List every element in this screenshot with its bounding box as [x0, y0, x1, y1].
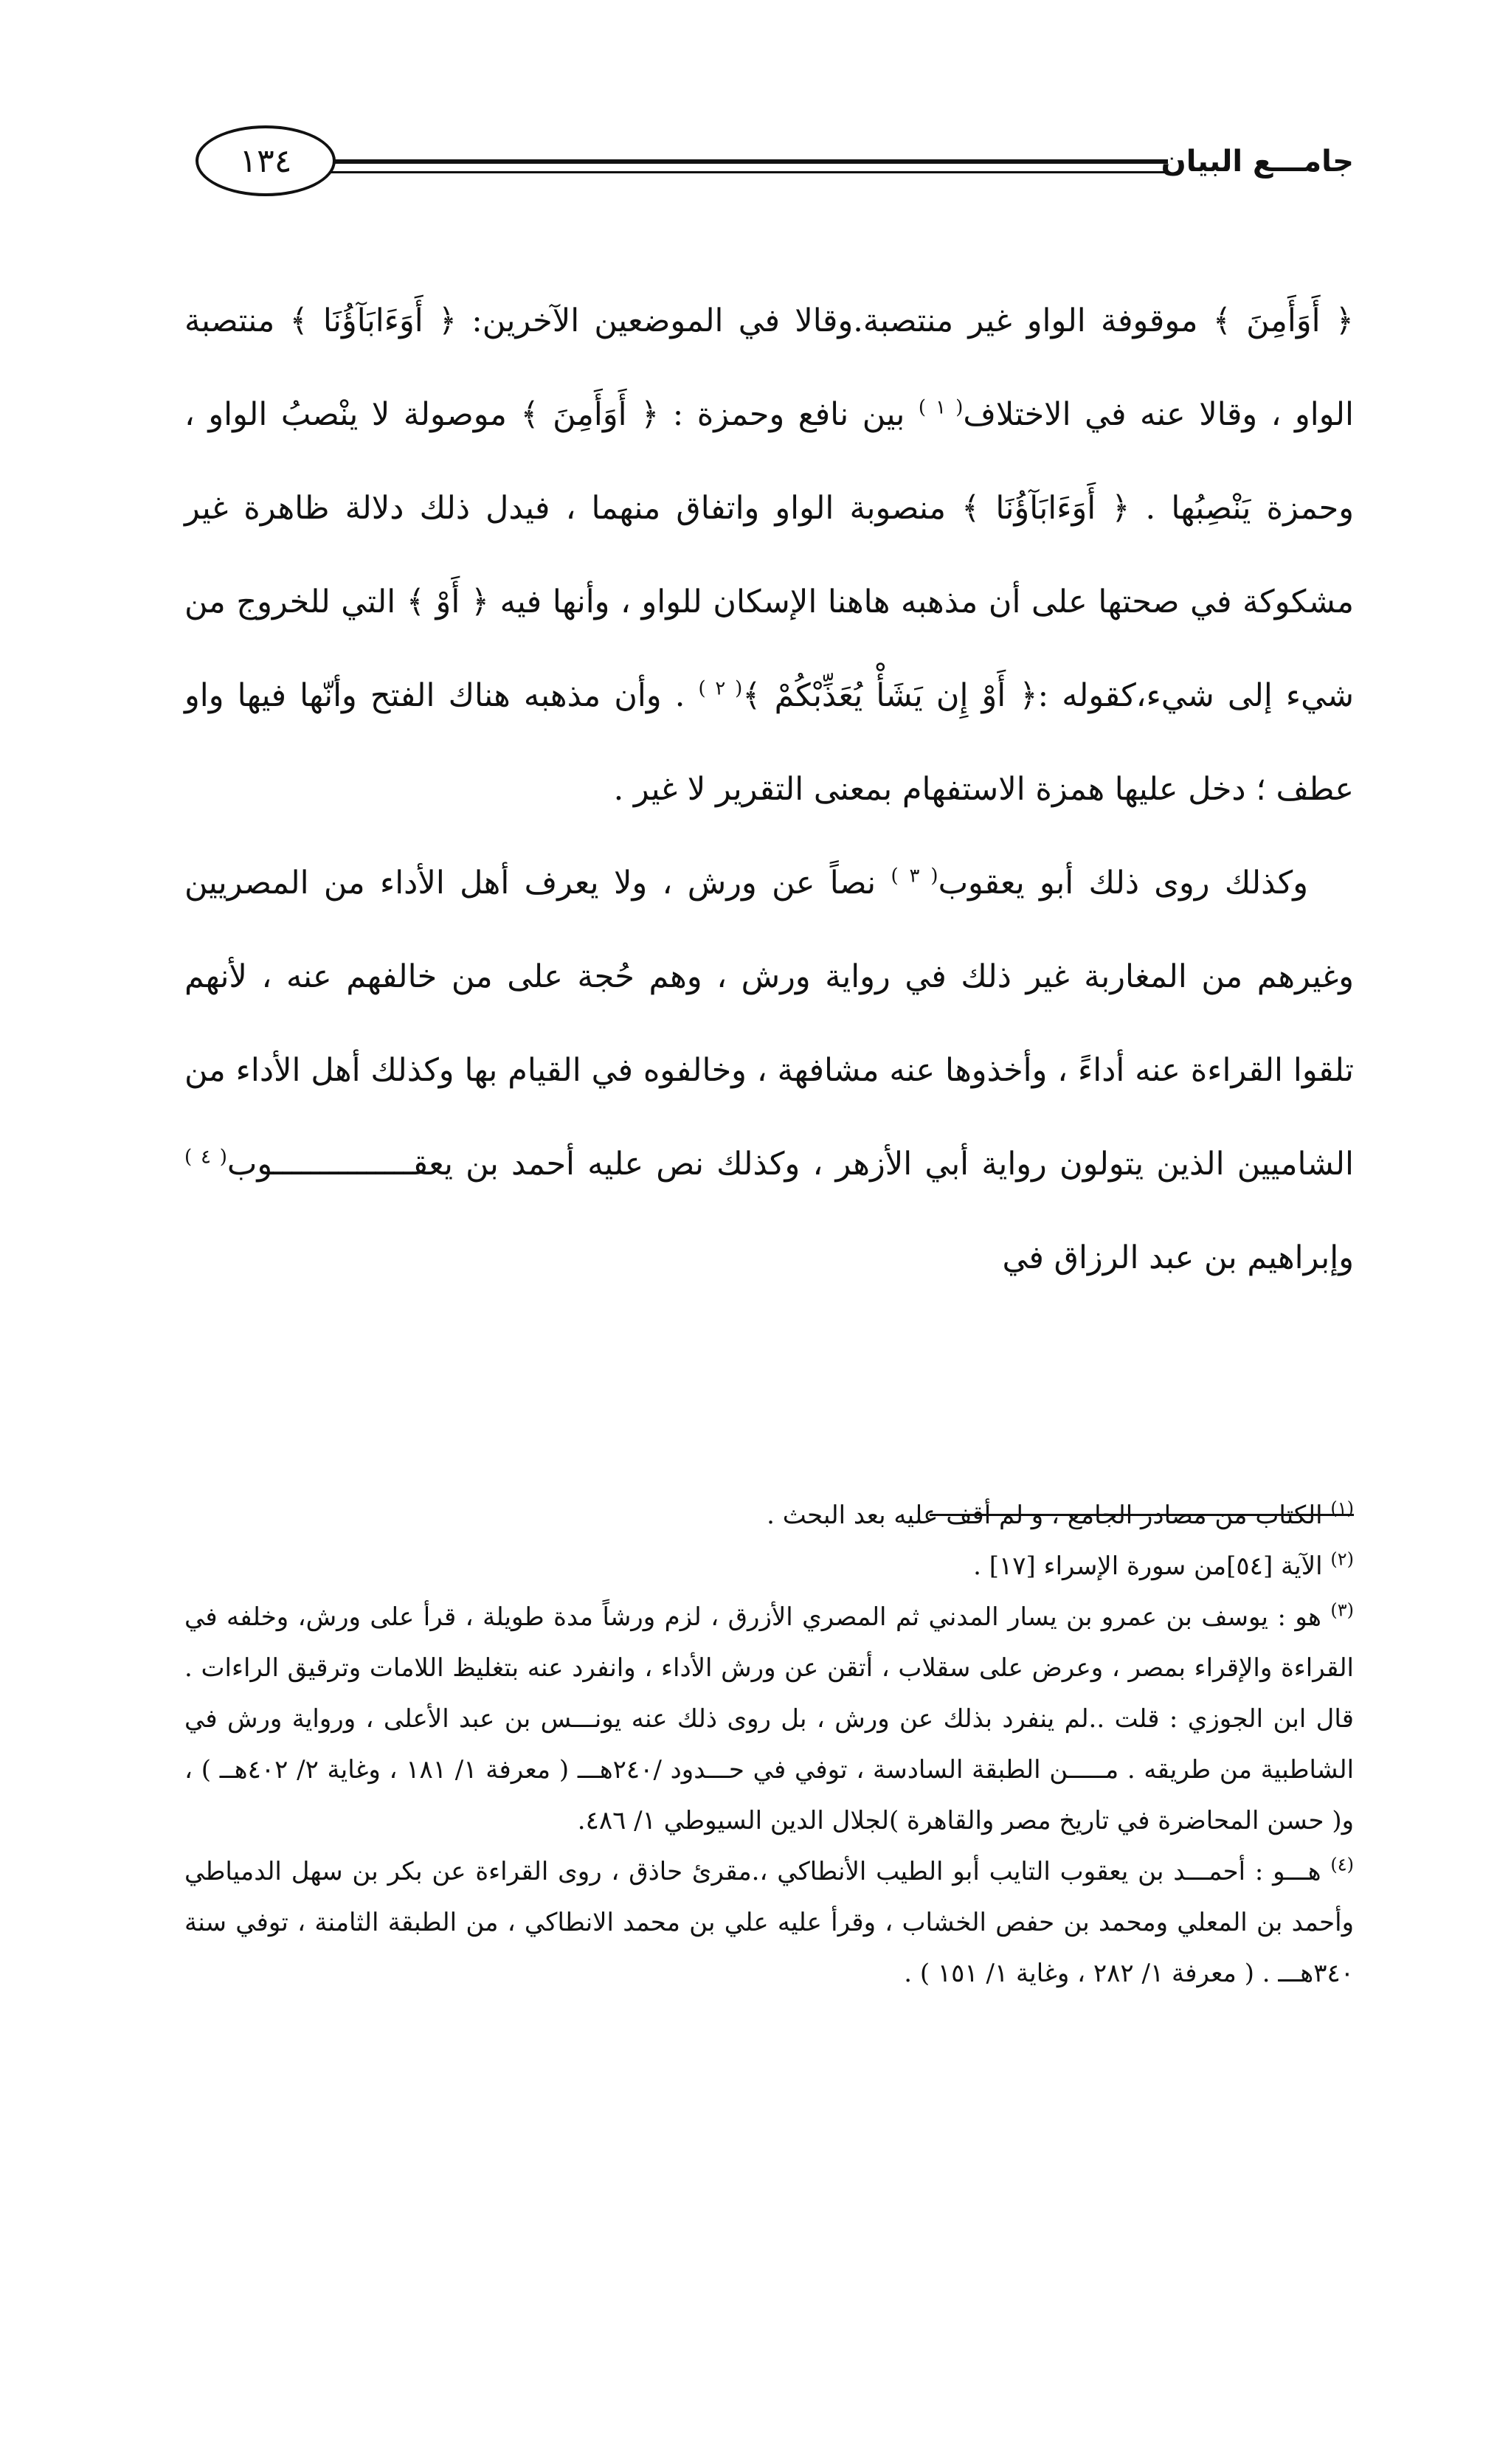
footnote-1 — [184, 1490, 1354, 1541]
footnote-number: (٤) — [1330, 1854, 1354, 1875]
quran-quote: ﴿ أَوْ ﴾ — [406, 584, 490, 620]
quran-quote: ﴿ أَوَأَمِنَ ﴾ — [1212, 302, 1354, 339]
book-title: جامـــع البيان — [1161, 145, 1354, 179]
body-text: منصوبة الواو واتفاق منهما ، فيدل ذلك دلالة ظاهرة غير مشكوكة في صحتها على أن مذهبه هاهنا الإسكان للواو ، وأنها فيه — [184, 490, 1354, 620]
page-header — [151, 124, 1354, 205]
body-text: موقوفة الواو غير منتصبة.وقالا في الموضعين الآخرين: — [457, 302, 1213, 339]
body-text: . وأن مذهبه هناك الفتح وأنّها فيها واو عطف ؛ دخل عليها همزة الاستفهام بمعنى التقرير لا غير . — [184, 677, 1354, 808]
header-double-rule — [262, 159, 1168, 173]
quran-quote: ﴿ أَوَءَابَآؤُنَا ﴾ — [961, 490, 1130, 527]
footnote-text: الكتاب من مصادر الجامع ، و لم أقف عليه بعد البحث . — [767, 1501, 1331, 1530]
body-text: بين نافع وحمزة : — [659, 396, 919, 433]
body-text: وإبراهيم بن عبد الرزاق في — [1002, 1239, 1354, 1276]
footnote-text: هـــو : أحمـــد بن يعقوب التايب أبو الطيب الأنطاكي ،.مقرئ حاذق ، روى القراءة عن بكر بن سهل الدمياطي وأحمد بن المعلي ومحمد بن حفص الخشاب ، وقرأ عليه علي بن محمد الانطاكي ، من الطبقة الثامنة ، توفي سنة ٣٤٠هـــ . ( معرفة ١/ ٢٨٢ ، وغاية ١/ ١٥١ ) . — [184, 1857, 1354, 1988]
body-text: نصاً عن ورش ، ولا يعرف أهل الأداء من المصريين وغيرهم من المغاربة غير ذلك في رواية ورش ، وهم حُجة على من خالفهم عنه ، لأنهم تلقوا القراءة عنه أداءً ، وأخذوها عنه مشافهة ، وخالفوه في القيام بها وكذلك أهل الأداء من الشاميين الذين يتولون رواية أبي الأزهر ، وكذلك نص عليه أحمد بن يعقـــــــــــــــوب — [184, 865, 1354, 1183]
footnote-number: (٢) — [1330, 1548, 1354, 1570]
footnote-number: (١) — [1330, 1498, 1354, 1519]
footnote-ref-4: ( ٤ ) — [184, 1146, 227, 1169]
footnote-4 — [184, 1847, 1354, 1999]
body-text: وكذلك روى ذلك أبو يعقوب — [938, 865, 1308, 901]
footnote-2 — [184, 1541, 1354, 1592]
footnote-3 — [184, 1592, 1354, 1847]
footnote-ref-1: ( ١ ) — [918, 396, 964, 419]
footnote-text: الآية [٥٤]من سورة الإسراء [١٧] . — [973, 1551, 1331, 1581]
footnote-ref-3: ( ٣ ) — [891, 865, 938, 887]
quran-quote: ﴿ أَوَأَمِنَ ﴾ — [520, 396, 660, 433]
footnote-ref-2: ( ٢ ) — [698, 677, 743, 700]
quran-quote: ﴿ أَوَءَابَآؤُنَا ﴾ — [289, 302, 457, 339]
body-text: موصولة لا ينْصبُ الواو ، وحمزة يَنْصِبُها . — [184, 396, 1355, 527]
main-text — [184, 274, 1354, 1305]
footnotes — [184, 1490, 1354, 1999]
paragraph-1 — [184, 274, 1354, 837]
body-text: منتصبة الواو ، وقالا عنه في الاختلاف — [184, 302, 1354, 433]
quran-quote: ﴿ أَوْ إِن يَشَأْ يُعَذِّبْكُمْ ﴾ — [742, 677, 1038, 714]
footnote-text: هو : يوسف بن عمرو بن يسار المدني ثم المصري الأزرق ، لزم ورشاً مدة طويلة ، قرأ على ورش، وخلفه في القراءة والإقراء بمصر ، وعرض على سقلاب ، أتقن عن ورش الأداء ، وانفرد عنه بتغليظ اللامات وترقيق الراءات . قال ابن الجوزي : قلت ..لم ينفرد بذلك عن ورش ، بل روى ذلك عنه يونـــس بن عبد الأعلى ، ورواية ورش في الشاطبية من طريقه . مـــــن الطبقة السادسة ، توفي في حـــدود /٢٤٠هـــ ( معرفة ١/ ١٨١ ، وغاية ٢/ ٤٠٢هــ ) ، و( حسن المحاضرة في تاريخ مصر والقاهرة )لجلال الدين السيوطي ١/ ٤٨٦. — [184, 1602, 1355, 1835]
page-number: ١٣٤ — [196, 125, 336, 196]
body-text: التي للخروج من شيء إلى شيء،كقوله : — [184, 584, 1354, 714]
footnote-number: (٣) — [1330, 1599, 1354, 1621]
paragraph-2 — [184, 837, 1354, 1305]
